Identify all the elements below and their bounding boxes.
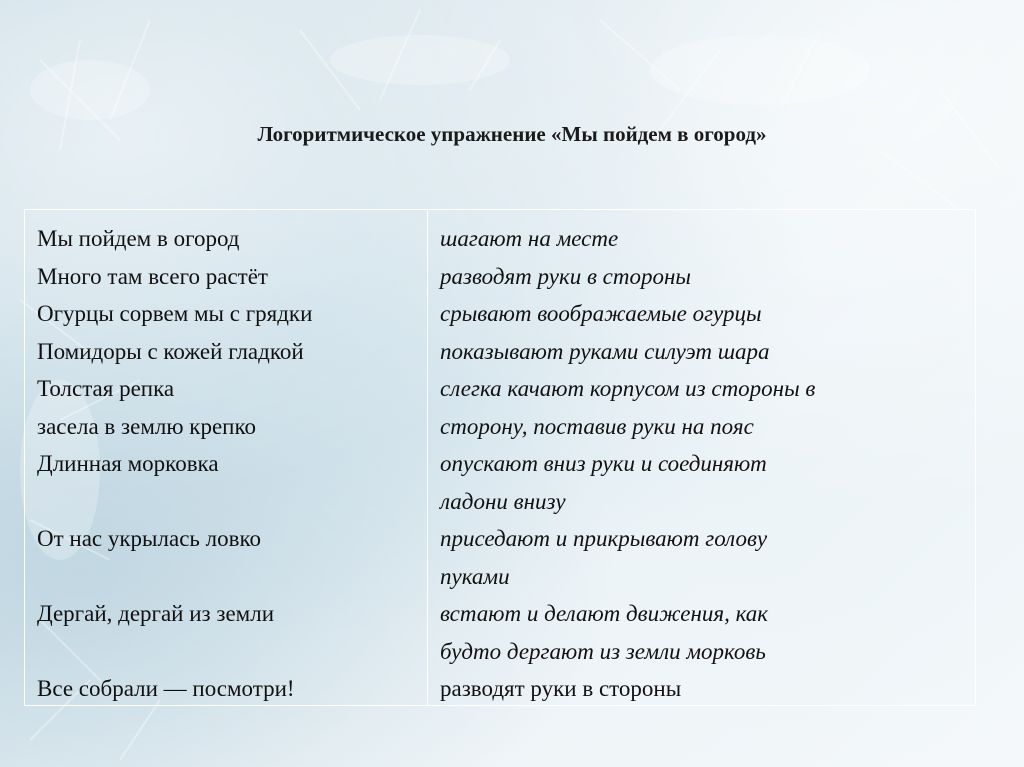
movement-column: [428, 210, 975, 705]
movement-line: встают и делают движения, как: [440, 601, 769, 626]
verse-line: Огурцы сорвем мы с грядки: [37, 301, 313, 326]
movement-line: срывают воображаемые огурцы: [440, 301, 762, 326]
verse-line: засела в землю крепко: [37, 413, 256, 439]
movement-line: опускают вниз руки и соединяют: [440, 451, 767, 476]
verse-line: Длинная морковка: [37, 451, 219, 476]
verse-line: Все собрали — посмотри!: [37, 676, 295, 701]
verse-line: Помидоры с кожей гладкой: [37, 338, 304, 364]
movement-line: разводят руки в стороны: [440, 676, 682, 701]
verse-line: Толстая репка: [37, 376, 175, 401]
verse-line: Мы пойдем в огород: [37, 226, 240, 251]
verse-line: От нас укрылась ловко: [37, 526, 261, 551]
movement-line: ладони внизу: [440, 488, 566, 514]
verse-line: Много там всего растёт: [37, 263, 268, 289]
verse-line: Дергай, дергай из земли: [37, 601, 275, 626]
verse-column: [25, 210, 428, 705]
verse-line: [37, 483, 427, 521]
movement-line: показывают руками силуэт шара: [440, 338, 770, 364]
movement-line: будто дергают из земли морковь: [440, 638, 766, 664]
movement-line: шагают на месте: [440, 226, 619, 251]
movement-line: разводят руки в стороны: [440, 263, 691, 289]
verse-line: [37, 558, 427, 596]
exercise-table: [24, 209, 976, 706]
movement-line: приседают и прикрывают голову: [440, 526, 768, 551]
movement-line: пуками: [440, 563, 510, 589]
movement-line: слегка качают корпусом из стороны в: [440, 376, 816, 401]
page-title: Логоритмическое упражнение «Мы пойдем в огород»: [257, 122, 767, 146]
movement-line: сторону, поставив руки на пояс: [440, 413, 754, 439]
verse-line: [37, 633, 427, 671]
